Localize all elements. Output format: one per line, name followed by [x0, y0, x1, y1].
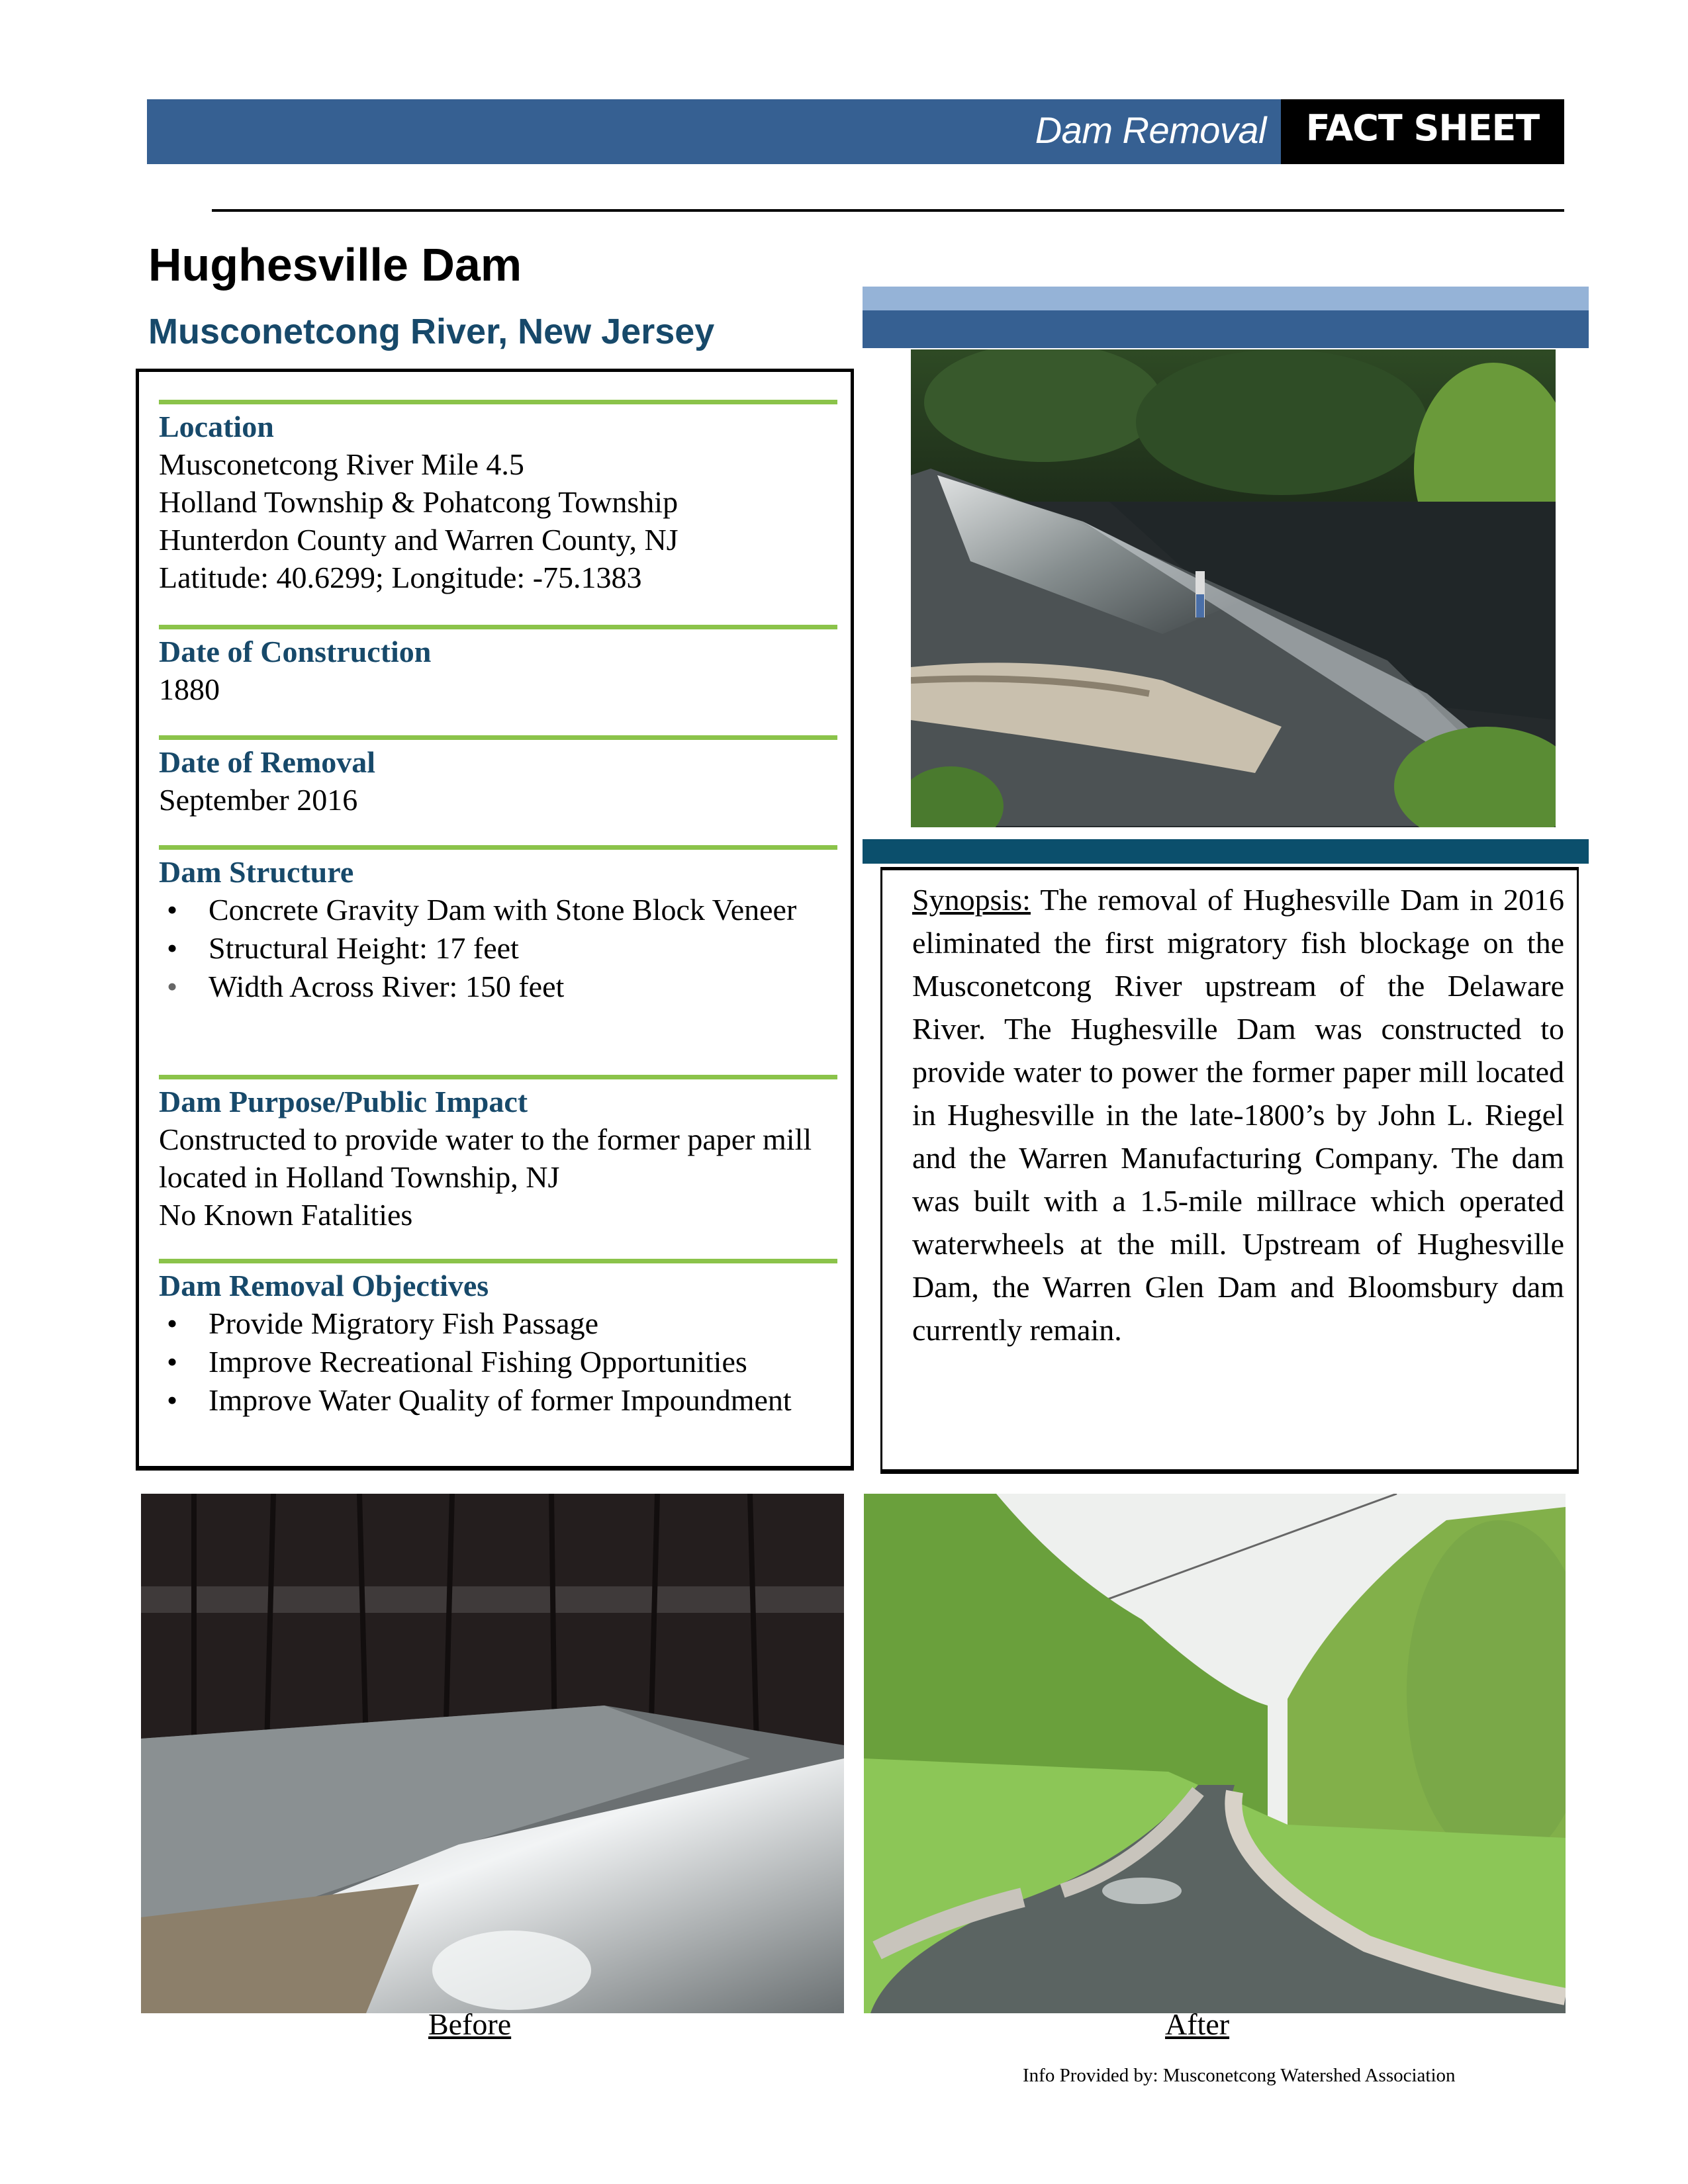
page-title: Hughesville Dam	[148, 239, 522, 291]
list-item: • Improve Recreational Fishing Opportunities	[159, 1343, 837, 1381]
page-subtitle: Musconetcong River, New Jersey	[148, 312, 715, 351]
fact-sheet-badge	[1281, 99, 1564, 164]
accent-band-light	[863, 287, 1589, 310]
section-divider	[159, 400, 837, 404]
list-item: • Provide Migratory Fish Passage	[159, 1304, 837, 1343]
section-objectives	[159, 1259, 837, 1420]
purpose-line: No Known Fatalities	[159, 1198, 413, 1232]
bullet-icon: •	[166, 1383, 178, 1417]
synopsis-box	[880, 867, 1579, 1474]
section-location	[159, 400, 837, 596]
construction-year: 1880	[159, 672, 220, 706]
location-line: Hunterdon County and Warren County, NJ	[159, 523, 679, 557]
header-bar	[147, 99, 1281, 164]
section-heading: Date of Construction	[159, 635, 432, 668]
dam-before-photo	[141, 1494, 844, 2013]
header-subtitle: Dam Removal	[1035, 109, 1266, 151]
section-purpose	[159, 1075, 837, 1234]
dam-info-box	[136, 369, 854, 1471]
before-caption: Before	[428, 2007, 512, 2041]
section-divider	[159, 625, 837, 629]
section-heading: Dam Structure	[159, 855, 354, 889]
list-item: • Improve Water Quality of former Impoundment	[159, 1381, 837, 1420]
section-construction	[159, 625, 837, 708]
section-divider	[159, 1259, 837, 1263]
list-item: • Structural Height: 17 feet	[159, 929, 837, 968]
location-line: Holland Township & Pohatcong Township	[159, 485, 679, 519]
section-divider	[159, 1075, 837, 1079]
section-removal	[159, 735, 837, 819]
objectives-list	[159, 1304, 837, 1420]
fact-sheet-label: FACT SHEET	[1305, 107, 1540, 149]
synopsis-label: Synopsis:	[912, 883, 1031, 917]
section-heading: Dam Purpose/Public Impact	[159, 1085, 528, 1118]
purpose-line: Constructed to provide water to the former paper mill located in Holland Township, NJ	[159, 1122, 812, 1194]
synopsis-body: The removal of Hughesville Dam in 2016 eliminated the first migratory fish blockage on the Musconetcong River upstream of the Delaware River. The Hughesville Dam was constructed to provide water to power the former paper mill located in Hughesville in the late-1800’s by John L. Riegel and the Warren Manufacturing Company. The dam was built with a 1.5-mile millrace which operated waterwheels at the mill. Upstream of Hughesville Dam, the Warren Glen Dam and Bloomsbury dam currently remain.	[912, 883, 1564, 1347]
bullet-icon: •	[166, 893, 178, 927]
section-heading: Date of Removal	[159, 745, 376, 779]
accent-band-teal	[863, 839, 1589, 864]
section-structure	[159, 845, 837, 1006]
accent-band-dark	[863, 310, 1589, 348]
removal-date: September 2016	[159, 783, 358, 817]
list-item: • Width Across River: 150 feet	[159, 968, 837, 1006]
section-divider	[159, 735, 837, 740]
list-item: • Concrete Gravity Dam with Stone Block Veneer	[159, 891, 837, 929]
section-heading: Location	[159, 410, 274, 443]
bullet-icon: •	[166, 1306, 178, 1340]
section-divider	[159, 845, 837, 850]
bullet-icon: •	[166, 970, 178, 1003]
section-heading: Dam Removal Objectives	[159, 1269, 489, 1302]
location-line: Musconetcong River Mile 4.5	[159, 447, 524, 481]
structure-list	[159, 891, 837, 1006]
river-after-photo	[864, 1494, 1566, 2013]
bullet-icon: •	[166, 1345, 178, 1379]
credit-line: Info Provided by: Musconetcong Watershed Association	[1023, 2065, 1456, 2086]
synopsis-text	[912, 878, 1564, 1351]
dam-spillway-photo	[911, 349, 1556, 827]
bullet-icon: •	[166, 931, 178, 965]
after-caption: After	[1165, 2007, 1230, 2041]
location-line: Latitude: 40.6299; Longitude: -75.1383	[159, 561, 642, 594]
header-divider	[212, 209, 1564, 212]
